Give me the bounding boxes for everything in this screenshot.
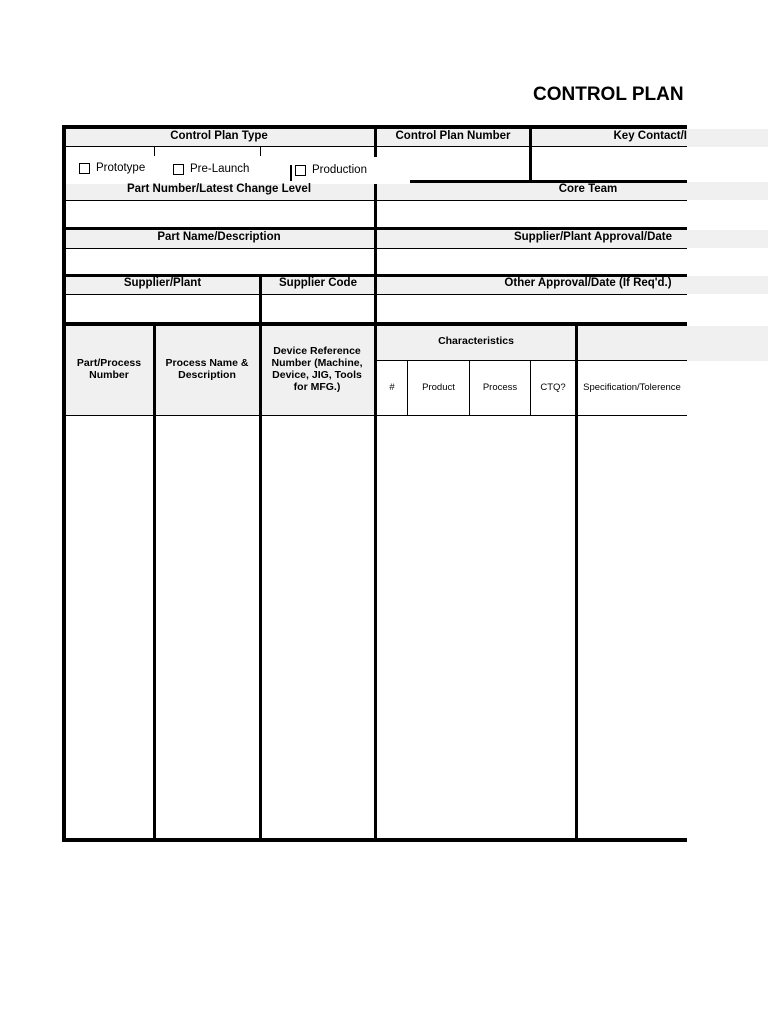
device-reference-header: Device Reference Number (Machine, Device, JIG, Tools for MFG.) xyxy=(271,345,363,393)
core-team-label: Core Team xyxy=(558,183,618,195)
prototype-label: Prototype xyxy=(96,162,146,174)
char-process-header: Process xyxy=(482,382,518,393)
pre-launch-label: Pre-Launch xyxy=(190,163,250,175)
prototype-checkbox[interactable] xyxy=(79,163,90,174)
supplier-code-label: Supplier Code xyxy=(279,277,357,289)
border-v-number xyxy=(374,125,377,842)
supplier-plant-approval-label: Supplier/Plant Approval/Date xyxy=(513,231,673,243)
char-product-header: Product xyxy=(422,382,455,393)
process-name-header: Process Name & Description xyxy=(165,357,249,381)
line-v-type-1 xyxy=(154,146,155,156)
line-type-top xyxy=(64,146,374,147)
char-ctq-header: CTQ? xyxy=(540,382,566,393)
control-plan-number-label: Control Plan Number xyxy=(395,130,511,142)
pre-launch-option[interactable] xyxy=(173,163,249,175)
border-v-process xyxy=(153,322,156,842)
production-tick xyxy=(290,165,292,181)
production-option[interactable] xyxy=(295,164,367,176)
border-v-code xyxy=(259,274,262,842)
supplier-plant-label: Supplier/Plant xyxy=(123,277,202,289)
other-approval-label: Other Approval/Date (If Req'd.) xyxy=(504,277,672,289)
line-char-sub xyxy=(376,360,687,361)
control-plan-type-label: Control Plan Type xyxy=(170,130,268,142)
prototype-option[interactable] xyxy=(79,162,145,174)
line-v-type-2 xyxy=(260,146,261,156)
border-v-spec xyxy=(575,322,578,842)
specification-header: Specification/Tolerence xyxy=(583,382,681,393)
production-label: Production xyxy=(312,164,367,176)
part-process-number-header: Part/Process Number xyxy=(76,357,142,381)
production-checkbox[interactable] xyxy=(295,165,306,176)
page-title: CONTROL PLAN xyxy=(533,84,684,105)
characteristics-header: Characteristics xyxy=(438,335,514,347)
pre-launch-checkbox[interactable] xyxy=(173,164,184,175)
key-contact-label: Key Contact/I xyxy=(613,130,687,142)
part-number-label: Part Number/Latest Change Level xyxy=(126,183,312,195)
char-num-header: # xyxy=(389,382,395,393)
part-name-label: Part Name/Description xyxy=(157,231,281,243)
